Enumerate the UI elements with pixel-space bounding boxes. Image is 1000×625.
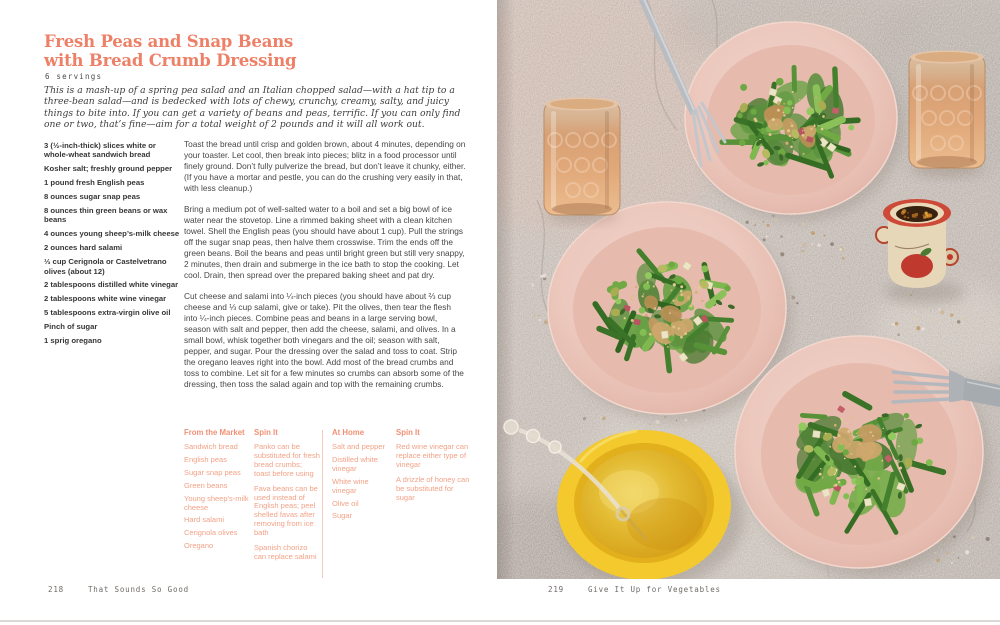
ingredient: 3 (½-inch-thick) slices white or whole-wheat sandwich bread <box>44 141 156 160</box>
guide-item: Distilled white vinegar <box>332 454 378 473</box>
guide-item: Oregano <box>184 541 214 551</box>
guide-column-spin-market <box>254 428 320 568</box>
recipe-title <box>44 33 296 70</box>
recipe-title-line2: with Bread Crumb Dressing <box>44 50 297 70</box>
guide-header: At Home <box>332 428 365 437</box>
page-footer-left <box>48 585 189 594</box>
guide-item: Sugar <box>332 511 353 521</box>
guide-item: Red wine vinegar can replace either type of vinegar <box>396 442 469 469</box>
page-footer-right <box>548 585 721 594</box>
recipe-title-line1: Fresh Peas and Snap Beans <box>44 32 294 51</box>
guide-header: Spin It <box>396 428 420 437</box>
ingredient: 1 pound fresh English peas <box>44 178 145 188</box>
ingredient: 4 ounces young sheep’s-milk cheese <box>44 229 180 239</box>
ingredient: Pinch of sugar <box>44 322 98 332</box>
instruction-paragraph: Cut cheese and salami into ¼-inch pieces (you should have about ⅔ cup cheese and ⅓ cup salami, give or take). Pit the olives, then tear the flesh into ¼-inch pieces. Combine peas and beans in a large serving bowl, season with salt and pepper, then add the cheese, salami, and olives. In a small bowl, whisk together both vinegars and the oil; season with salt, pepper, and sugar. Pour the dressing over the salad and toss to coat. Strip the oregano leaves right into the bowl. Add most of the bread crumbs and toss to combine. Let sit for a few minutes so crumbs can absorb some of the dressing, then toss the salad again and top with the remaining crumbs. <box>184 291 464 389</box>
guide-column-spin-home <box>396 428 470 508</box>
guide-item: Hard salami <box>184 515 225 525</box>
guide-header: From the Market <box>184 428 245 437</box>
guide-item: Young sheep’s-milk cheese <box>184 493 249 512</box>
drink-glass <box>544 98 620 224</box>
ingredient: ⅓ cup Cerignola or Castelvetrano olives (about 12) <box>44 257 167 276</box>
page-number: 219 <box>548 585 564 594</box>
guide-item: Spanish chorizo can replace salami <box>254 543 317 561</box>
guide-items <box>332 443 392 521</box>
servings-label: 6 servings <box>45 72 103 81</box>
instruction-paragraph: Bring a medium pot of well-salted water to a boil and set a big bowl of ice water near the stovetop. Line a rimmed baking sheet with a clean kitchen towel. Shell the English peas (you should have about 1 cup). Pull the strings off the sugar snap peas, then halve them crosswise. Trim the ends off the green beans. Boil the beans and peas until bright green but still very snappy, 2 minutes, then drain and submerge in the ice bath to stop the cooking. Let cool. Drain, then spread over the prepared baking sheet and pat dry. <box>184 204 465 280</box>
drink-glass <box>909 51 985 177</box>
guide-item: Olive oil <box>332 498 359 508</box>
chapter-title: Give It Up for Vegetables <box>587 585 721 594</box>
guide-item: Cerignola olives <box>184 528 238 538</box>
page-gutter-shadow <box>497 0 515 579</box>
guide-item: White wine vinegar <box>332 476 369 495</box>
guide-item: English peas <box>184 454 227 464</box>
guide-items <box>254 443 320 562</box>
ingredient: 8 ounces sugar snap peas <box>44 192 141 202</box>
ingredient: 2 tablespoons distilled white vinegar <box>44 280 179 290</box>
guide-item: Sandwich bread <box>184 442 238 451</box>
pantry-guide <box>184 428 474 588</box>
ingredient: 2 ounces hard salami <box>44 243 123 253</box>
guide-item: A drizzle of honey can be substituted for sugar <box>396 474 470 502</box>
guide-item: Sugar snap peas <box>184 467 241 477</box>
guide-item: Salt and pepper <box>332 442 385 451</box>
instructions <box>184 139 466 400</box>
guide-column-market <box>184 428 250 555</box>
ingredient: 8 ounces thin green beans or wax beans <box>44 206 168 225</box>
page-number: 218 <box>48 585 64 594</box>
ingredient: 2 tablespoons white wine vinegar <box>44 294 167 304</box>
guide-header: Spin It <box>254 428 278 437</box>
guide-items <box>396 443 470 502</box>
book-title: That Sounds So Good <box>87 585 189 594</box>
guide-column-home <box>332 428 392 525</box>
guide-item: Fava beans can be used instead of English peas; peel shelled favas after removing from ice bath <box>254 483 318 538</box>
guide-item: Green beans <box>184 480 228 490</box>
recipe-intro: This is a mash-up of a spring pea salad and an Italian chopped salad—with a hat tip to a three-bean salad—and is bedecked with lots of chewy, crunchy, creamy, salty, and juicy things to bite into. If you can get a variety of beans and peas, terrific. If you can only find one or two, that’s fine—aim for a total weight of 2 pounds and it will all work out. <box>44 85 461 131</box>
guide-divider <box>322 430 323 578</box>
ingredient: 5 tablespoons extra-virgin olive oil <box>44 308 171 318</box>
ingredient: Kosher salt; freshly ground pepper <box>44 164 173 174</box>
ingredient: 1 sprig oregano <box>44 336 102 346</box>
ingredients-list <box>44 141 182 350</box>
instruction-paragraph: Toast the bread until crisp and golden brown, about 4 minutes, depending on your toaster. Let cool, then break into pieces; blitz in a food processor until finely ground. Don’t fully pulverize the bread, but don’t leave it chunky, either. (If you have a mortar and pestle, you can do the crushing very easily in that, with less cleanup.) <box>184 139 466 193</box>
food-photo <box>497 0 1000 579</box>
page-edge-line <box>0 620 1000 622</box>
guide-items <box>184 443 250 551</box>
guide-item: Panko can be substituted for fresh bread crumbs; toast before using <box>254 442 320 478</box>
